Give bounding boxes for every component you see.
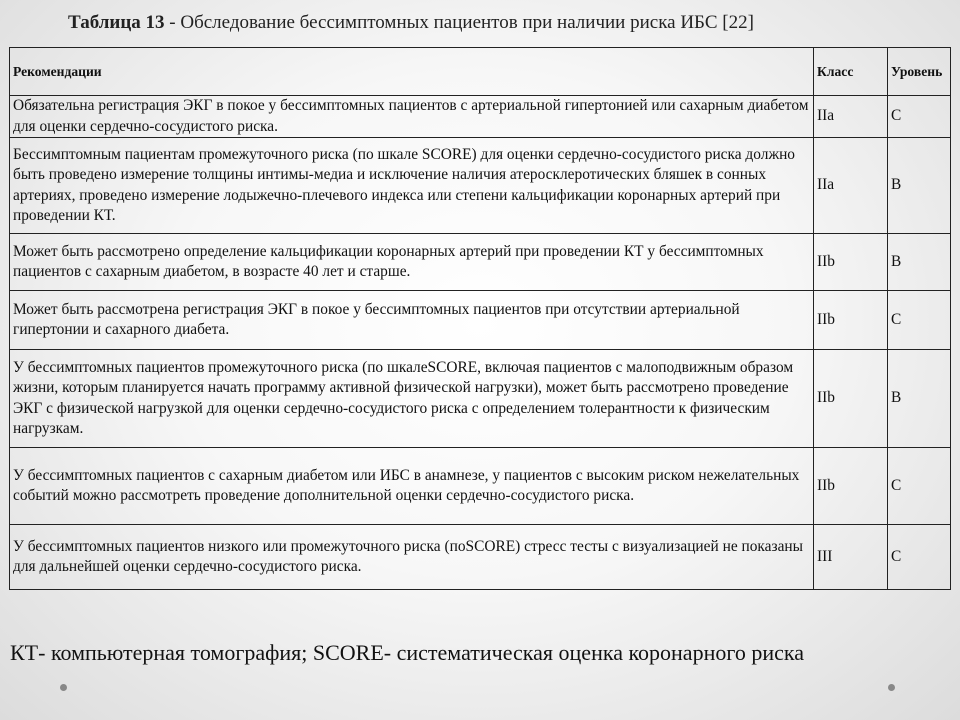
- class-cell: IIb: [814, 234, 888, 291]
- recommendation-cell: У бессимптомных пациентов с сахарным диабетом или ИБС в анамнезе, у пациентов с высоким риском нежелательных событий можно рассмотреть проведение дополнительной оценки сердечно-сосудистого риска.: [10, 448, 814, 525]
- bullet-dot-right: [888, 684, 895, 691]
- recommendation-cell: Обязательна регистрация ЭКГ в покое у бессимптомных пациентов с артериальной гипертонией или сахарным диабетом для оценки сердечно-сосудистого риска.: [10, 96, 814, 138]
- recommendation-cell: Может быть рассмотрена регистрация ЭКГ в покое у бессимптомных пациентов при отсутствии артериальной гипертонии и сахарного диабета.: [10, 291, 814, 350]
- level-cell: C: [888, 291, 951, 350]
- recommendation-cell: Бессимптомным пациентам промежуточного риска (по шкале SCORE) для оценки сердечно-сосудистого риска должно быть проведено измерение толщины интимы-медиа и исключение наличия атеросклеротических бляшек в сонных артериях, проведено измерение лодыжечно-плечевого индекса или степени кальцификации коронарных артерий при проведении КТ.: [10, 138, 814, 234]
- table-row: [10, 96, 951, 138]
- table-row: [10, 234, 951, 291]
- class-cell: IIb: [814, 350, 888, 448]
- table-row: [10, 138, 951, 234]
- level-cell: C: [888, 96, 951, 138]
- level-cell: C: [888, 525, 951, 590]
- bullet-dot-left: [60, 684, 67, 691]
- table-row: [10, 448, 951, 525]
- class-cell: IIa: [814, 138, 888, 234]
- recommendation-cell: У бессимптомных пациентов промежуточного риска (по шкалеSCORE, включая пациентов с малоподвижным образом жизни, которым планируется начать программу активной физической нагрузки), может быть рассмотрено проведение ЭКГ с физической нагрузкой для оценки сердечно-сосудистого риска с определением толерантности к физическим нагрузкам.: [10, 350, 814, 448]
- header-level: Уровень: [888, 48, 951, 96]
- table-row: [10, 350, 951, 448]
- table-header-row: [10, 48, 951, 96]
- recommendations-table: [9, 47, 951, 590]
- table-row: [10, 525, 951, 590]
- level-cell: B: [888, 138, 951, 234]
- header-class: Класс: [814, 48, 888, 96]
- footnote: КТ- компьютерная томография; SCORE- систематическая оценка коронарного риска: [10, 640, 804, 665]
- table-row: [10, 291, 951, 350]
- class-cell: III: [814, 525, 888, 590]
- header-recommendations: Рекомендации: [10, 48, 814, 96]
- class-cell: IIa: [814, 96, 888, 138]
- level-cell: B: [888, 350, 951, 448]
- recommendation-cell: Может быть рассмотрено определение кальцификации коронарных артерий при проведении КТ у бессимптомных пациентов с сахарным диабетом, в возрасте 40 лет и старше.: [10, 234, 814, 291]
- recommendation-cell: У бессимптомных пациентов низкого или промежуточного риска (поSCORE) стресс тесты с визуализацией не показаны для дальнейшей оценки сердечно-сосудистого риска.: [10, 525, 814, 590]
- table-title: - Обследование бессимптомных пациентов при наличии риска ИБС [22]: [164, 12, 754, 33]
- class-cell: IIb: [814, 291, 888, 350]
- table-number: Таблица 13: [68, 12, 165, 33]
- table-caption: [68, 10, 888, 36]
- level-cell: B: [888, 234, 951, 291]
- class-cell: IIb: [814, 448, 888, 525]
- level-cell: C: [888, 448, 951, 525]
